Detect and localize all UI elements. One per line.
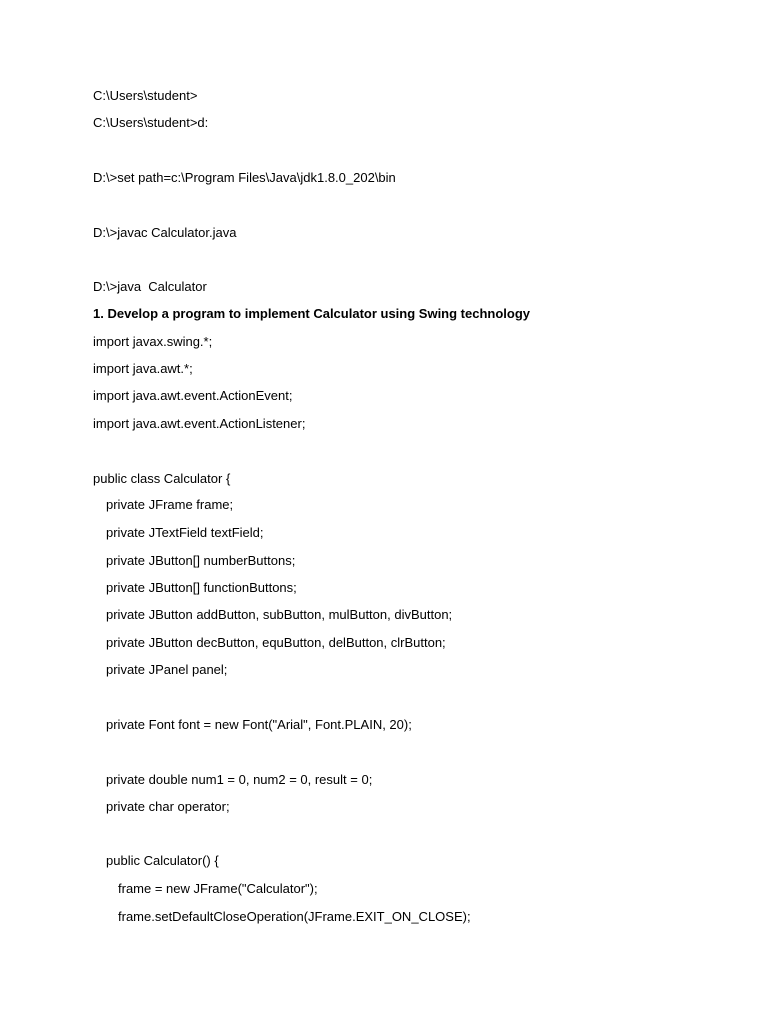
code-line: frame.setDefaultCloseOperation(JFrame.EXIT_ON_CLOSE); <box>118 909 471 924</box>
code-line: frame = new JFrame("Calculator"); <box>118 881 318 896</box>
code-line: public Calculator() { <box>106 853 219 868</box>
command-line: C:\Users\student>d: <box>93 115 209 130</box>
code-line: private JButton[] functionButtons; <box>106 580 297 595</box>
command-line: D:\>set path=c:\Program Files\Java\jdk1.8.0_202\bin <box>93 170 396 185</box>
code-line: private JTextField textField; <box>106 525 264 540</box>
code-line: private double num1 = 0, num2 = 0, result = 0; <box>106 772 373 787</box>
code-line: private Font font = new Font("Arial", Font.PLAIN, 20); <box>106 717 412 732</box>
code-line: public class Calculator { <box>93 471 231 486</box>
code-line: import java.awt.*; <box>93 361 193 376</box>
code-line: private JFrame frame; <box>106 497 234 512</box>
code-line: import java.awt.event.ActionListener; <box>93 416 306 431</box>
command-line: D:\>java Calculator <box>93 279 207 294</box>
code-line: private JButton addButton, subButton, mulButton, divButton; <box>106 607 453 622</box>
code-line: import java.awt.event.ActionEvent; <box>93 388 293 403</box>
code-line: import javax.swing.*; <box>93 334 213 349</box>
code-line: private JPanel panel; <box>106 662 228 677</box>
command-line: D:\>javac Calculator.java <box>93 225 237 240</box>
code-line: private JButton decButton, equButton, delButton, clrButton; <box>106 635 446 650</box>
code-line: private char operator; <box>106 799 230 814</box>
command-line: C:\Users\student> <box>93 88 198 103</box>
code-line: private JButton[] numberButtons; <box>106 553 296 568</box>
section-heading: 1. Develop a program to implement Calculator using Swing technology <box>93 306 531 321</box>
